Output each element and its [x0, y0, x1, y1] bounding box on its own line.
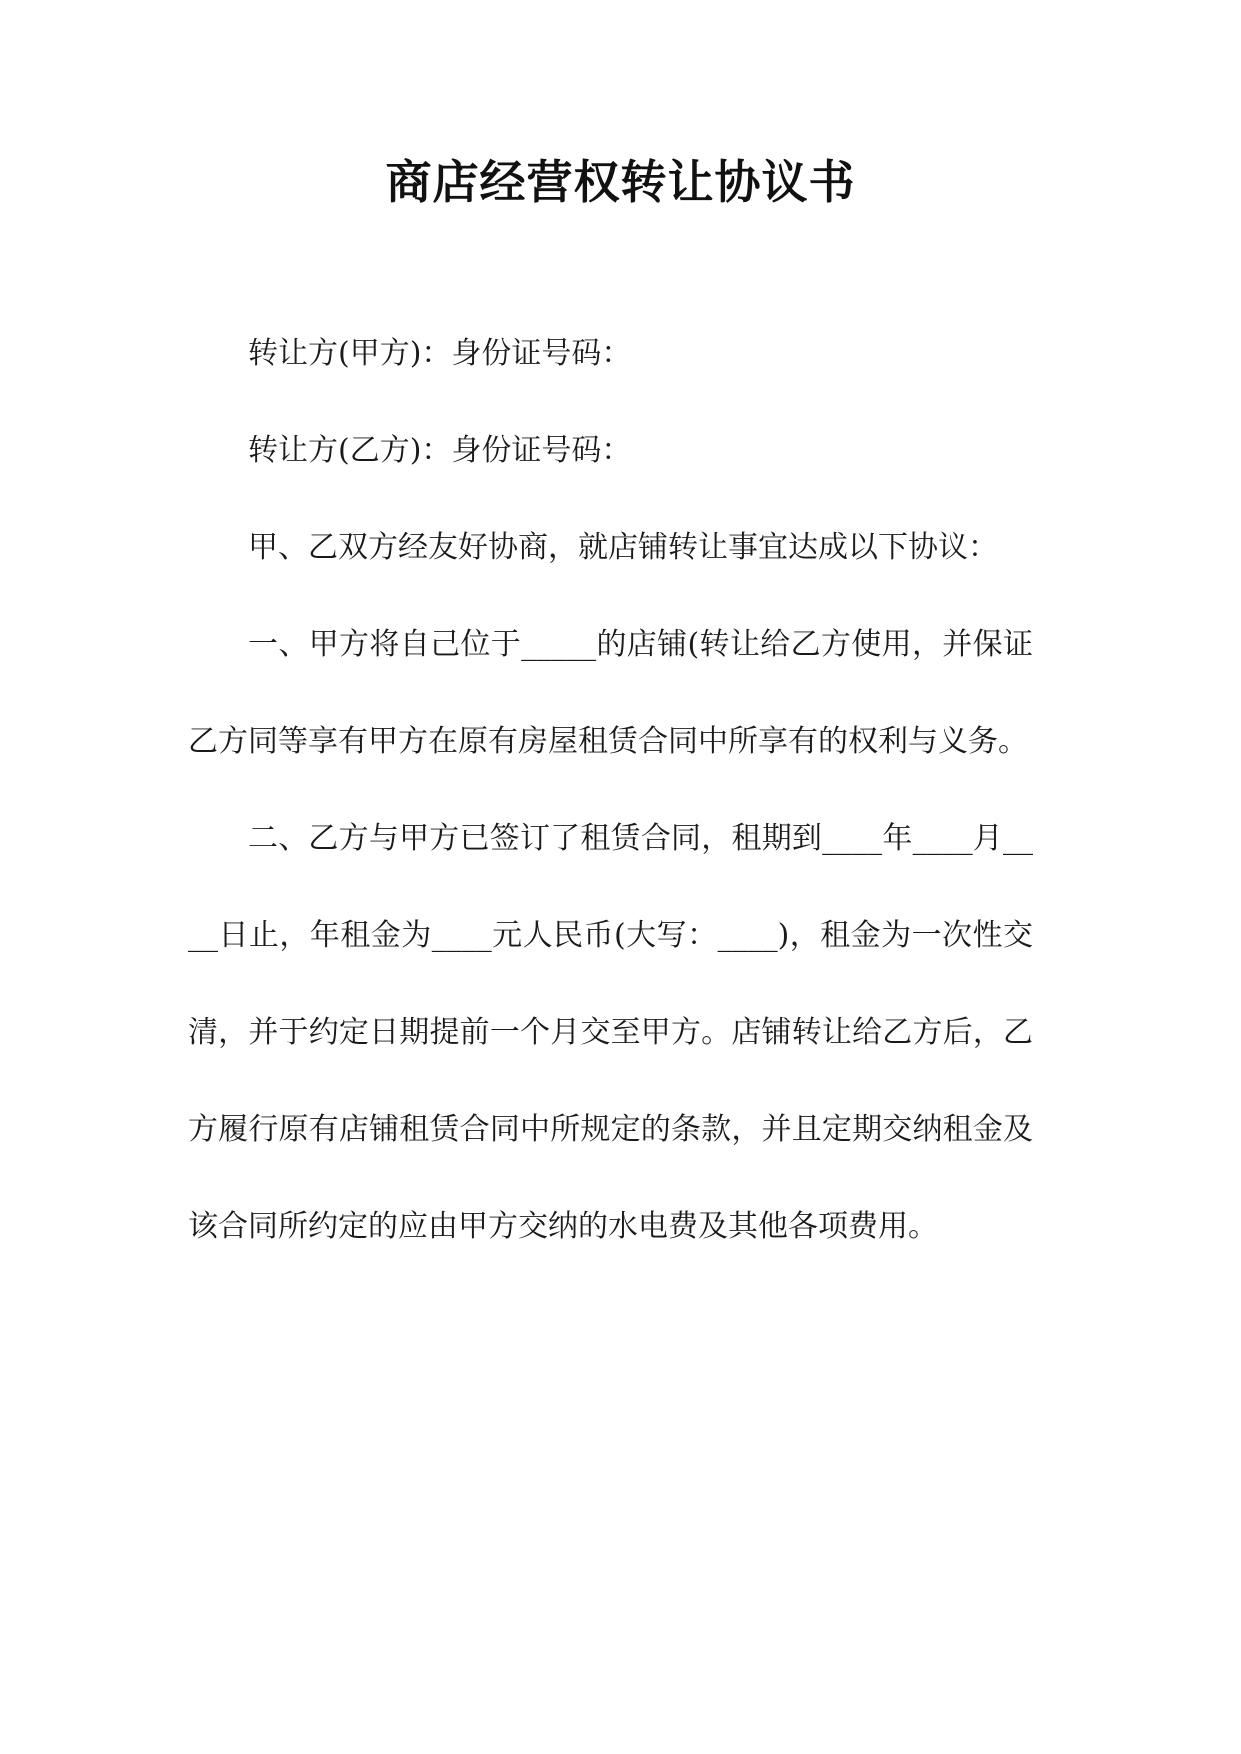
party-a-line: 转让方(甲方)：身份证号码：: [248, 336, 632, 371]
agreement-intro: 甲、乙双方经友好协商，就店铺转让事宜达成以下协议：: [248, 530, 998, 565]
clause-one: 一、甲方将自己位于_____的店铺(转让给乙方使用，并保证乙方同等享有甲方在原有房屋租赁合同中所享有的权利与义务。: [188, 627, 1033, 759]
document-body: [188, 305, 1033, 1275]
clause-two: 二、乙方与甲方已签订了租赁合同，租期到____年____月____日止，年租金为____元人民币(大写：____)，租金为一次性交清，并于约定日期提前一个月交至甲方。店铺转让给乙方后，乙方履行原有店铺租赁合同中所规定的条款，并且定期交纳租金及该合同所约定的应由甲方交纳的水电费及其他各项费用。: [188, 821, 1033, 1244]
party-b-line: 转让方(乙方)：身份证号码：: [248, 433, 632, 468]
document-title: 商店经营权转让协议书: [385, 155, 856, 209]
